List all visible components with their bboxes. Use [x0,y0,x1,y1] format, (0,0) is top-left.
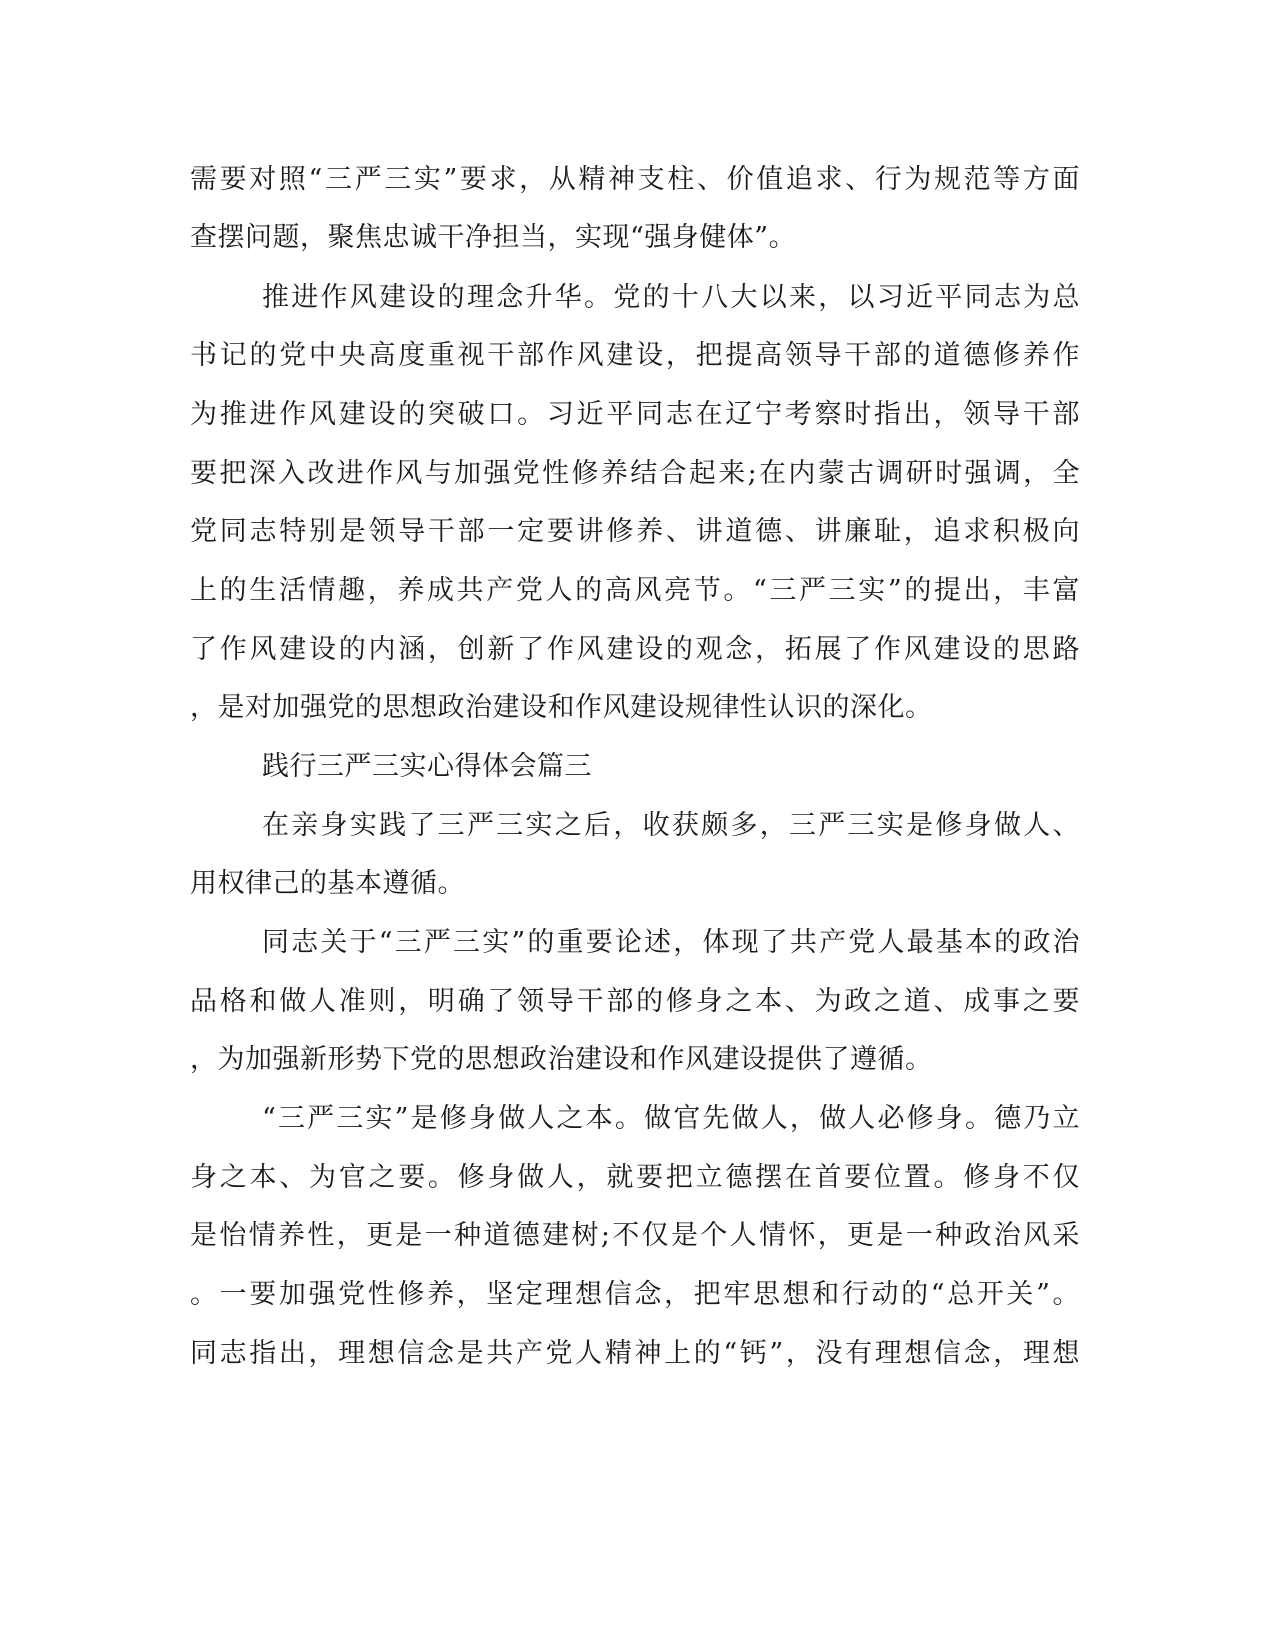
text-line: 用权律己的基本遵循。 [190,868,465,899]
text-line: 上的生活情趣，养成共产党人的高风亮节。“三严三实”的提出，丰富 [190,575,1080,606]
text-line: 书记的党中央高度重视干部作风建设，把提高领导干部的道德修养作 [190,340,1080,371]
text-line: 推进作风建设的理念升华。党的十八大以来，以习近平同志为总 [262,282,1080,313]
text-line: 党同志特别是领导干部一定要讲修养、讲道德、讲廉耻，追求积极向 [190,516,1080,547]
text-line: “三严三实”是修身做人之本。做官先做人，做人必修身。德乃立 [262,1103,1080,1134]
text-line: 。一要加强党性修养，坚定理想信念，把牢思想和行动的“总开关”。 [190,1279,1080,1310]
text-line: 身之本、为官之要。修身做人，就要把立德摆在首要位置。修身不仅 [190,1162,1080,1193]
text-line: 需要对照“三严三实”要求，从精神支柱、价值追求、行为规范等方面 [190,164,1080,195]
text-line: ，为加强新形势下党的思想政治建设和作风建设提供了遵循。 [190,1044,933,1075]
text-line: 品格和做人准则，明确了领导干部的修身之本、为政之道、成事之要 [190,986,1080,1017]
text-line: ，是对加强党的思想政治建设和作风建设规律性认识的深化。 [190,692,933,723]
text-line: 在亲身实践了三严三实之后，收获颇多，三严三实是修身做人、 [262,810,1080,841]
text-line: 同志关于“三严三实”的重要论述，体现了共产党人最基本的政治 [262,927,1080,958]
text-line: 为推进作风建设的突破口。习近平同志在辽宁考察时指出，领导干部 [190,399,1080,430]
text-line: 是怡情养性，更是一种道德建树;不仅是个人情怀，更是一种政治风采 [190,1220,1080,1251]
text-line: 要把深入改进作风与加强党性修养结合起来;在内蒙古调研时强调，全 [190,458,1080,489]
text-line: 查摆问题，聚焦忠诚干净担当，实现“强身健体”。 [190,222,797,253]
text-line: 了作风建设的内涵，创新了作风建设的观念，拓展了作风建设的思路 [190,634,1080,665]
section-heading: 践行三严三实心得体会篇三 [262,751,592,782]
text-line: 同志指出，理想信念是共产党人精神上的“钙”，没有理想信念，理想 [190,1338,1080,1369]
